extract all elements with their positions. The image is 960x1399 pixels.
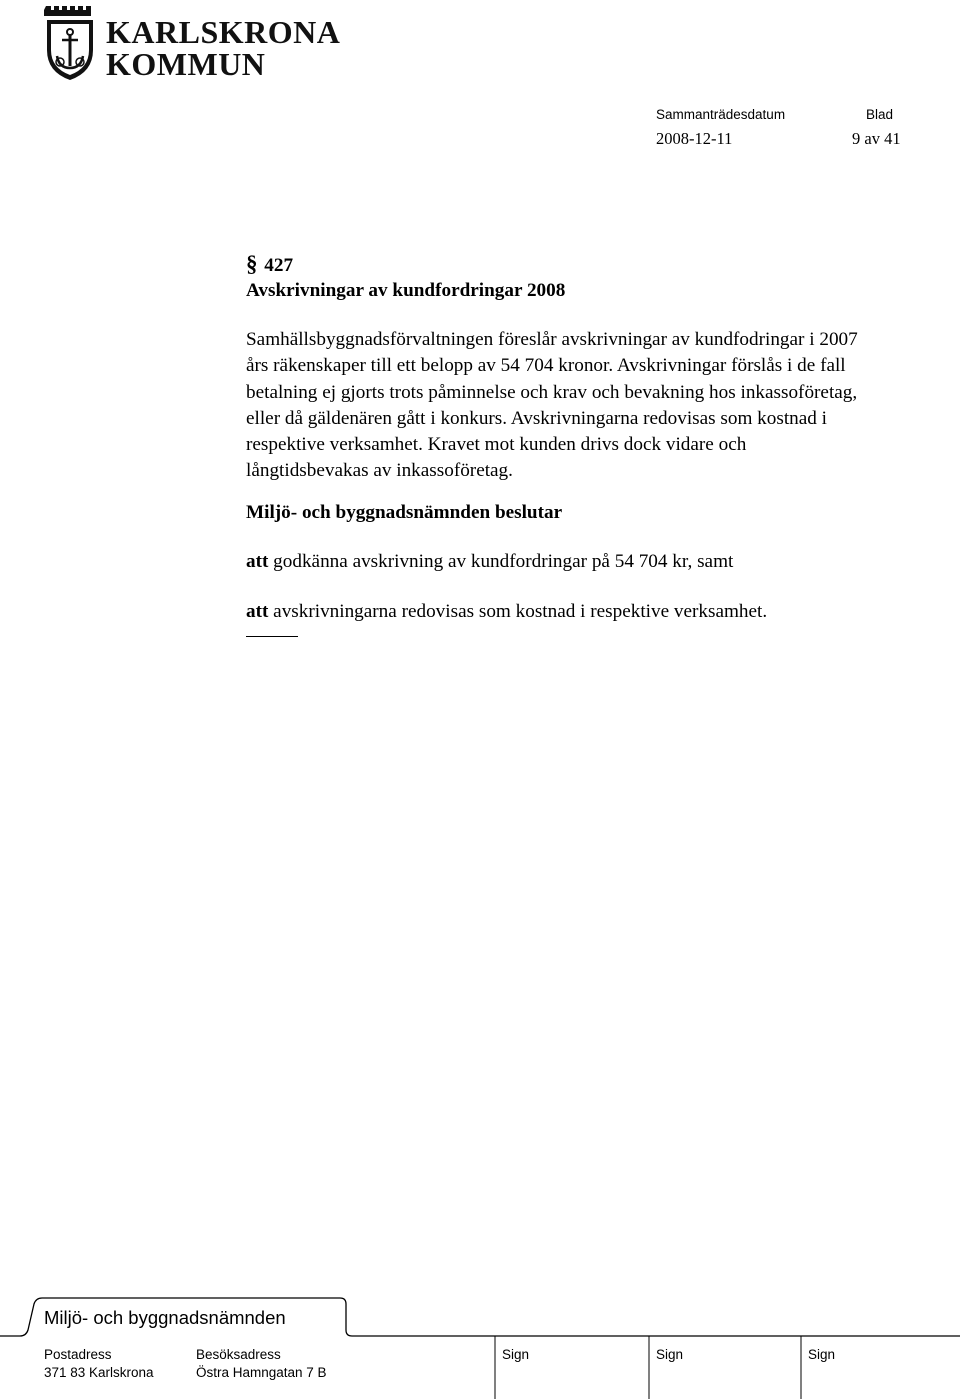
decision-text: godkänna avskrivning av kundfordringar på 54 704 kr, samt [268,551,734,572]
paragraph-line: betalning ej gjorts trots påminnelse och krav och bevakning hos inkassoföretag, [246,381,858,403]
decision-text: avskrivningarna redovisas som kostnad i respektive verksamhet. [268,601,768,622]
paragraph-line: respektive verksamhet. Kravet mot kunden drivs dock vidare och [246,434,747,456]
decision-item [246,549,733,575]
municipality-logo [44,4,344,86]
section-end-rule [246,636,298,637]
coat-of-arms-icon [44,4,96,82]
decision-heading: Miljö- och byggnadsnämnden beslutar [246,502,563,523]
paragraph-line: års räkenskaper till ett belopp av 54 704 kronor. Avskrivningar förslås i de fall [246,355,846,377]
page-number-value: 9 av 41 [852,129,901,148]
logo-text-line-2: KOMMUN [106,46,266,82]
body-paragraph [246,327,946,485]
logo-text-line-1: KARLSKRONA [106,14,341,50]
decision-keyword: att [246,551,269,572]
visit-address-label: Besöksadress [196,1347,281,1362]
sign-label: Sign [656,1347,684,1362]
postal-address-label: Postadress [44,1347,112,1362]
meeting-date-label: Sammanträdesdatum [656,107,786,122]
decision-keyword: att [246,601,269,622]
section-symbol: § [246,251,258,276]
paragraph-line: långtidsbevakas av inkassoföretag. [246,460,513,482]
section-title: Avskrivningar av kundfordringar 2008 [246,280,566,301]
section-number-value: 427 [264,255,294,276]
sign-label: Sign [808,1347,836,1362]
visit-address-value: Östra Hamngatan 7 B [196,1365,327,1380]
paragraph-line: Samhällsbyggnadsförvaltningen föreslår avskrivningar av kundfodringar i 2007 [246,329,858,350]
paragraph-line: eller då gäldenären gått i konkurs. Avskrivningarna redovisas som kostnad i [246,407,827,429]
section-number [246,251,293,279]
meeting-date-value: 2008-12-11 [656,129,733,148]
page-label: Blad [866,107,894,122]
postal-address-value: 371 83 Karlskrona [44,1365,154,1380]
decision-item [246,599,767,625]
footer-department: Miljö- och byggnadsnämnden [44,1307,286,1328]
sign-label: Sign [502,1347,530,1362]
